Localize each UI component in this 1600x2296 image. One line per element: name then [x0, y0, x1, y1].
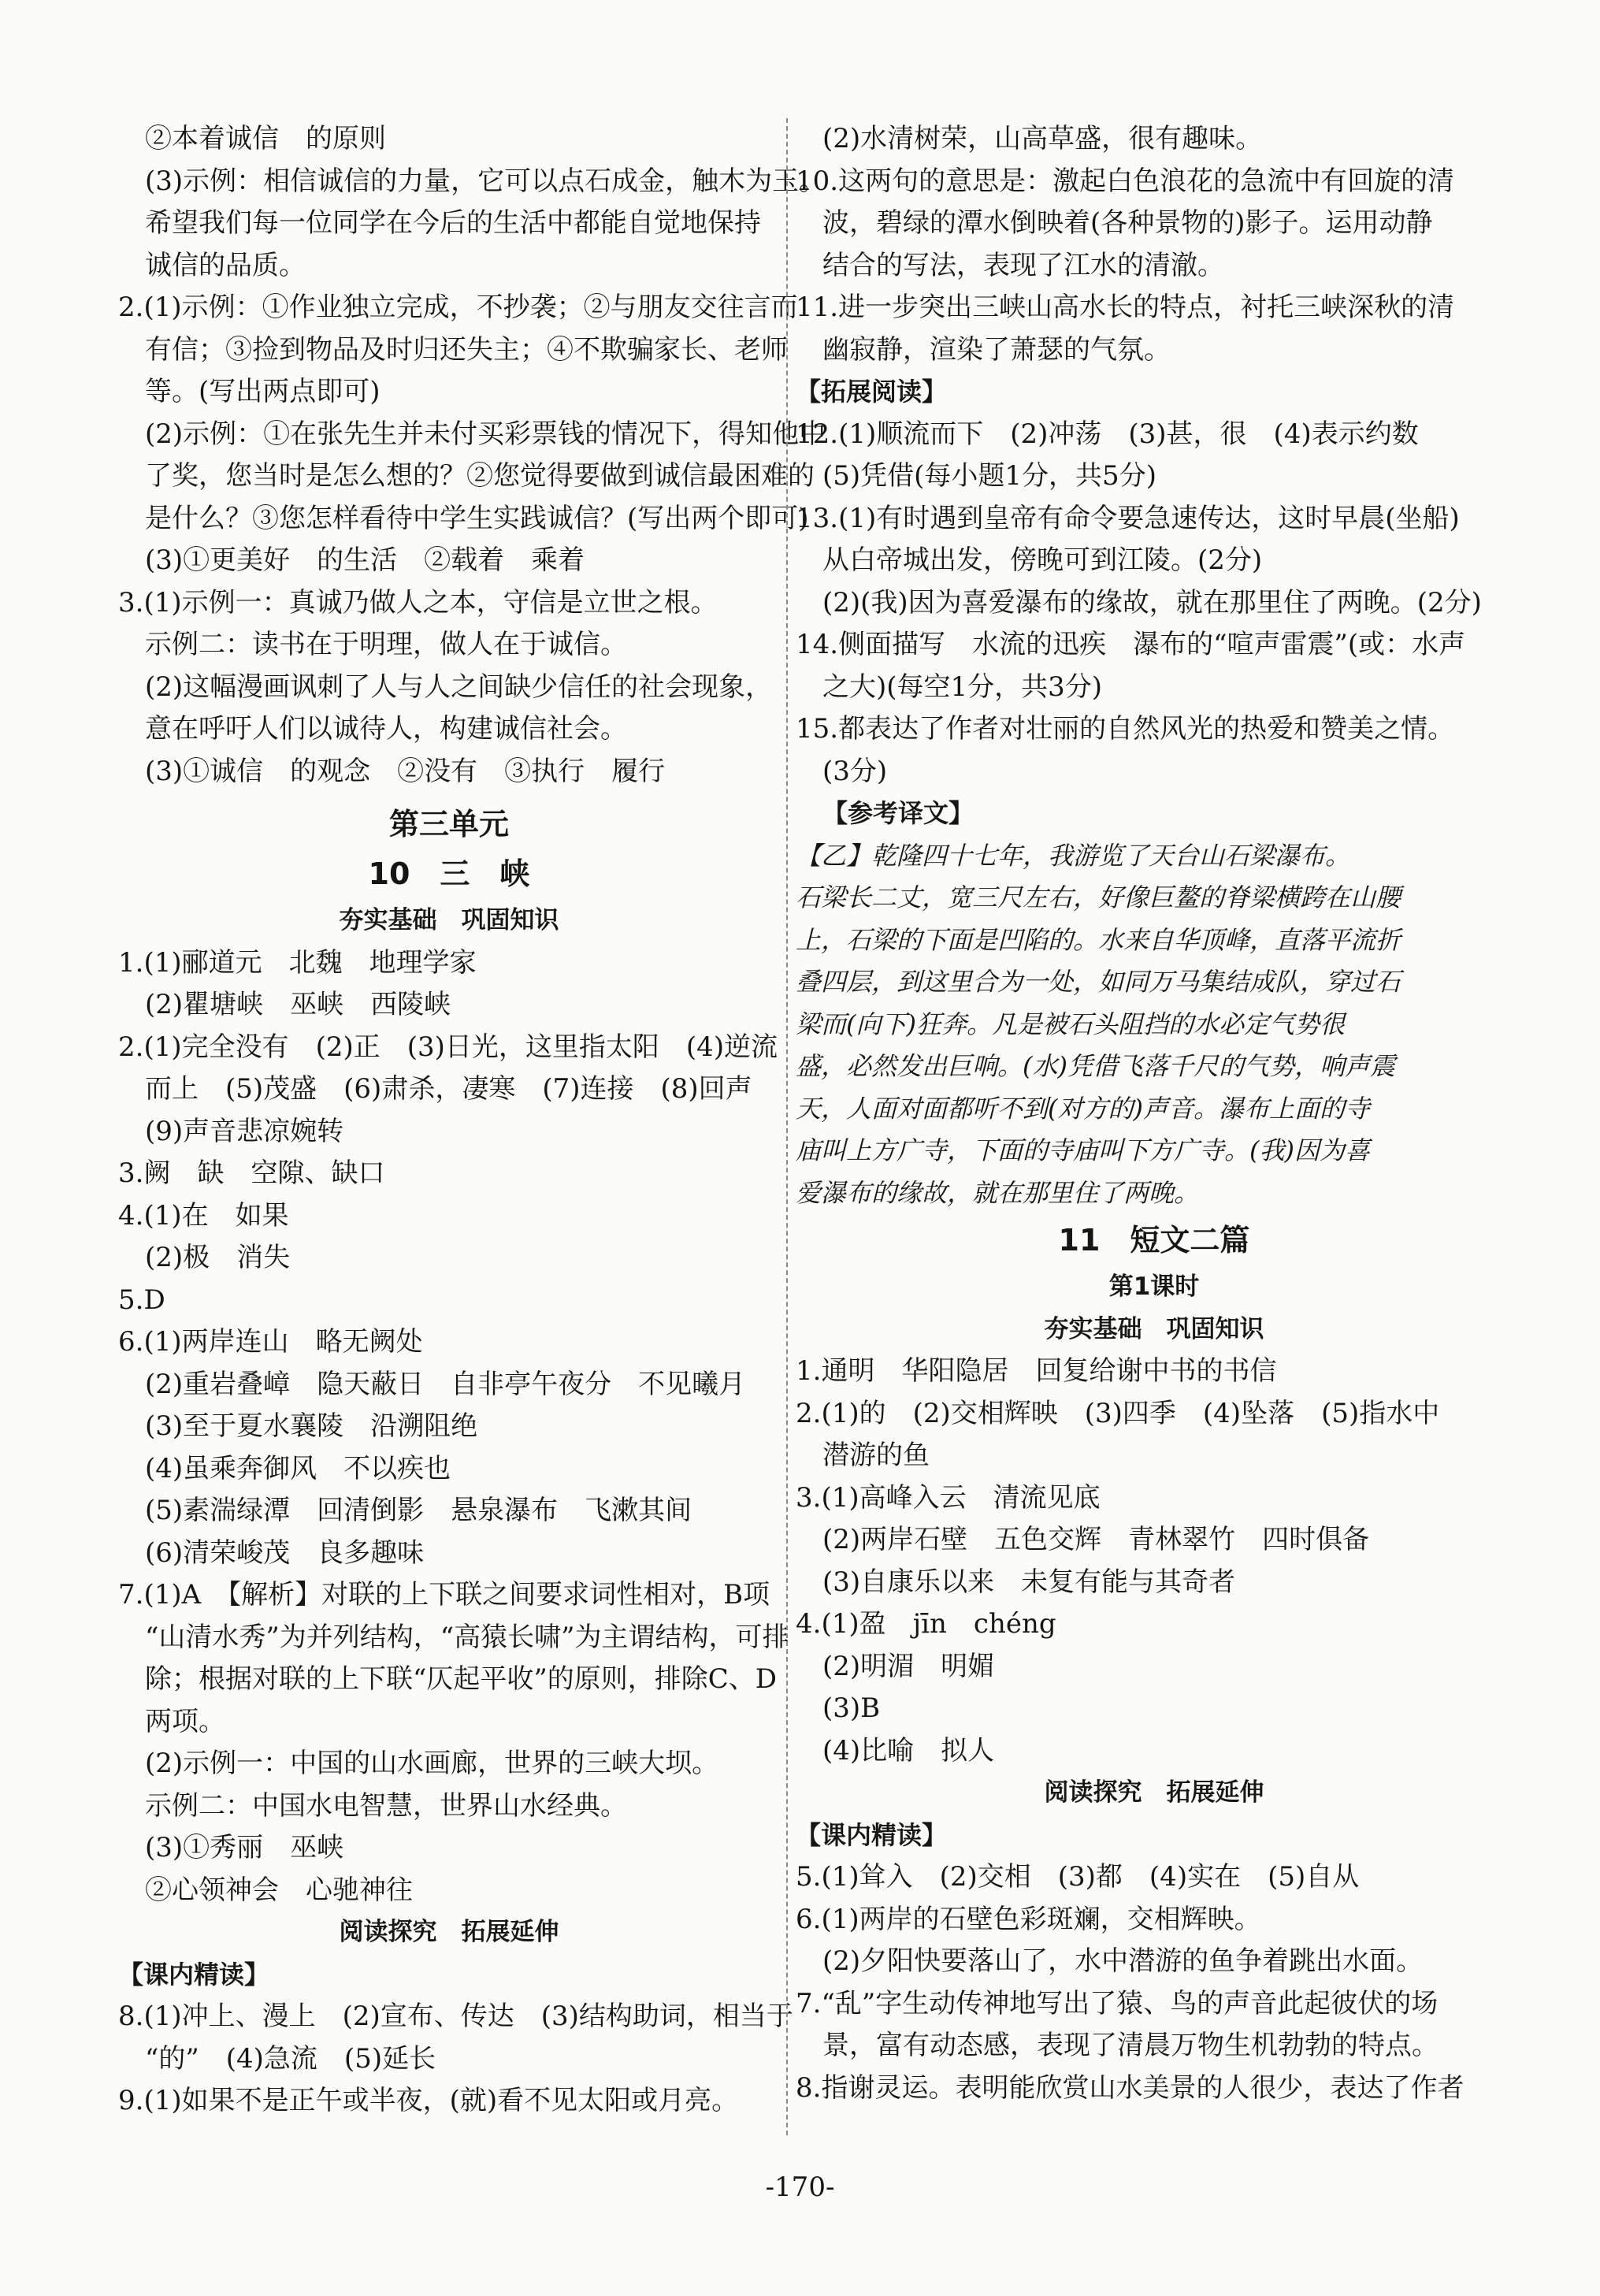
text-line: (2)重岩叠嶂 隐天蔽日 自非亭午夜分 不见曦月 — [145, 1368, 746, 1400]
text-line: 4.(1)在 如果 — [118, 1199, 289, 1232]
section-tag: 【拓展阅读】 — [796, 377, 948, 407]
page-number: -170- — [765, 2172, 835, 2203]
text-line: 意在呼吁人们以诚待人，构建诚信社会。 — [145, 713, 627, 745]
text-line: (2)示例一：中国的山水画廊，世界的三峡大坝。 — [145, 1748, 719, 1779]
section-heading: 阅读探究 拓展延伸 — [339, 1918, 559, 1946]
text-line: (5)素湍绿潭 回清倒影 悬泉瀑布 飞漱其间 — [145, 1495, 692, 1526]
text-line: (3)自康乐以来 未复有能与其奇者 — [822, 1566, 1236, 1598]
text-line: (2)两岸石壁 五色交辉 青林翠竹 四时俱备 — [822, 1524, 1370, 1555]
text-line: 潜游的鱼 — [822, 1440, 930, 1471]
unit-heading: 第三单元 — [388, 807, 509, 841]
text-line: 除；根据对联的上下联“仄起平收”的原则，排除C、D — [145, 1663, 778, 1695]
text-line: (2)夕阳快要落山了，水中潜游的鱼争着跳出水面。 — [822, 1945, 1424, 1977]
text-line: 希望我们每一位同学在今后的生活中都能自觉地保持 — [145, 207, 761, 239]
translation-line: 爱瀑布的缘故，就在那里住了两晚。 — [796, 1177, 1200, 1208]
text-line: 5.D — [118, 1284, 165, 1316]
left-column — [118, 118, 826, 2123]
text-line: ②心领神会 心驰神往 — [145, 1874, 413, 1906]
section-tag: 【课内精读】 — [118, 1959, 270, 1989]
text-line: “山清水秀”为并列结构，“高猿长啸”为主谓结构，可排 — [145, 1621, 789, 1653]
section-heading: 阅读探究 拓展延伸 — [1044, 1778, 1264, 1807]
text-line: 而上 (5)茂盛 (6)肃杀，凄寒 (7)连接 (8)回声 — [145, 1073, 752, 1105]
translation-line: 盛，必然发出巨响。(水)凭借飞落千尺的气势，响声震 — [796, 1051, 1395, 1081]
text-line: 3.(1)示例一：真诚乃做人之本，守信是立世之根。 — [118, 586, 718, 619]
text-line: 3.(1)高峰入云 清流见底 — [796, 1481, 1101, 1514]
text-line: (4)虽乘奔御风 不以疾也 — [145, 1452, 451, 1484]
text-line: 7.(1)A 【解析】对联的上下联之间要求词性相对，B项 — [118, 1579, 770, 1611]
translation-line: 上，石梁的下面是凹陷的。水来自华顶峰，直落平流折 — [796, 924, 1401, 955]
text-line: 两项。 — [145, 1705, 225, 1737]
translation-line: 叠四层，到这里合为一处，如同万马集结成队，穿过石 — [796, 967, 1401, 997]
text-line: 是什么？③您怎样看待中学生实践诚信？(写出两个即可) — [145, 502, 809, 534]
text-line: 景，富有动态感，表现了清晨万物生机勃勃的特点。 — [822, 2030, 1439, 2061]
translation-line: 石梁长二丈，宽三尺左右，好像巨鳌的脊梁横跨在山腰 — [796, 882, 1401, 912]
lesson-title: 10 三 峡 — [368, 856, 530, 891]
text-line: (4)比喻 拟人 — [822, 1734, 995, 1767]
text-line: (3)B — [822, 1692, 881, 1724]
text-line: 14.侧面描写 水流的迅疾 瀑布的“喧声雷震”(或：水声 — [796, 629, 1466, 660]
text-line: (9)声音悲凉婉转 — [145, 1115, 344, 1147]
text-line: (6)清荣峻茂 良多趣味 — [145, 1536, 425, 1569]
text-line: 13.(1)有时遇到皇帝有命令要急速传达，这时早晨(坐船) — [796, 502, 1460, 534]
text-line: (3)示例：相信诚信的力量，它可以点石成金，触木为玉。 — [145, 165, 826, 197]
text-line: (2)明湄 明媚 — [822, 1650, 995, 1682]
text-line: (3)①秀丽 巫峡 — [145, 1832, 344, 1863]
text-line: 6.(1)两岸的石壁色彩斑斓，交相辉映。 — [796, 1903, 1261, 1935]
section-heading: 第1课时 — [1108, 1272, 1200, 1301]
text-line: 11.进一步突出三峡山高水长的特点，衬托三峡深秋的清 — [796, 292, 1455, 323]
text-line: 15.都表达了作者对壮丽的自然风光的热爱和赞美之情。 — [796, 713, 1455, 745]
text-line: (3分) — [822, 755, 888, 787]
section-tag: 【课内精读】 — [796, 1819, 948, 1850]
translation-line: 天，人面对面都听不到(对方的)声音。瀑布上面的寺 — [796, 1093, 1370, 1124]
text-line: (3)①更美好 的生活 ②载着 乘着 — [145, 544, 585, 576]
text-line: 之大)(每空1分，共3分) — [822, 671, 1103, 703]
text-line: 2.(1)的 (2)交相辉映 (3)四季 (4)坠落 (5)指水中 — [796, 1397, 1440, 1429]
text-line: 8.(1)冲上、漫上 (2)宣布、传达 (3)结构助词，相当于 — [118, 2001, 793, 2032]
text-line: 示例二：读书在于明理，做人在于诚信。 — [145, 629, 627, 660]
text-line: 1.(1)郦道元 北魏 地理学家 — [118, 946, 477, 979]
text-line: 2.(1)完全没有 (2)正 (3)日光，这里指太阳 (4)逆流 — [118, 1031, 778, 1063]
translation-line: 梁而(向下)狂奔。凡是被石头阻挡的水必定气势很 — [796, 1009, 1345, 1039]
text-line: “的” (4)急流 (5)延长 — [145, 2042, 436, 2075]
text-line: ②本着诚信 的原则 — [145, 123, 386, 154]
text-line: 幽寂静，渲染了萧瑟的气氛。 — [822, 333, 1171, 366]
text-line: (2)这幅漫画讽刺了人与人之间缺少信任的社会现象， — [145, 671, 773, 703]
text-line: (3)至于夏水襄陵 沿溯阻绝 — [145, 1410, 478, 1442]
text-line: 等。(写出两点即可) — [145, 376, 381, 407]
text-line: 10.这两句的意思是：激起白色浪花的急流中有回旋的清 — [796, 165, 1455, 197]
text-line: 有信；③捡到物品及时归还失主；④不欺骗家长、老师 — [145, 333, 788, 366]
translation-line: 【乙】乾隆四十七年，我游览了天台山石梁瀑布。 — [796, 840, 1351, 871]
section-tag: 【参考译文】 — [822, 798, 974, 828]
text-line: 波，碧绿的潭水倒映着(各种景物的)影子。运用动静 — [822, 207, 1433, 239]
text-line: (2)瞿塘峡 巫峡 西陵峡 — [145, 989, 451, 1020]
section-heading: 夯实基础 巩固知识 — [339, 906, 559, 934]
text-line: 示例二：中国水电智慧，世界山水经典。 — [145, 1789, 627, 1822]
text-line: 4.(1)盈 jīn chéng — [796, 1608, 1056, 1640]
section-heading: 夯实基础 巩固知识 — [1044, 1314, 1264, 1343]
text-line: (5)凭借(每小题1分，共5分) — [822, 460, 1156, 492]
text-line: (2)(我)因为喜爱瀑布的缘故，就在那里住了两晚。(2分) — [822, 586, 1482, 619]
text-line: 3.阙 缺 空隙、缺口 — [118, 1157, 385, 1189]
text-line: (2)水清树荣，山高草盛，很有趣味。 — [822, 123, 1263, 154]
right-column — [796, 118, 1513, 2109]
text-line: 2.(1)示例：①作业独立完成，不抄袭；②与朋友交往言而 — [118, 292, 798, 323]
text-line: 6.(1)两岸连山 略无阙处 — [118, 1326, 423, 1358]
text-line: 结合的写法，表现了江水的清澈。 — [822, 249, 1224, 281]
text-line: 从白帝城出发，傍晚可到江陵。(2分) — [822, 544, 1263, 576]
translation-line: 庙叫上方广寺，下面的寺庙叫下方广寺。(我)因为喜 — [796, 1135, 1370, 1165]
text-line: 7.“乱”字生动传神地写出了猿、鸟的声音此起彼伏的场 — [796, 1987, 1439, 2019]
text-line: 诚信的品质。 — [145, 249, 306, 281]
text-line: (2)极 消失 — [145, 1242, 291, 1273]
text-line: 1.通明 华阳隐居 回复给谢中书的书信 — [796, 1355, 1277, 1387]
text-line: (2)示例：①在张先生并未付买彩票钱的情况下，得知他中 — [145, 418, 826, 450]
text-line: 5.(1)耸入 (2)交相 (3)都 (4)实在 (5)自从 — [796, 1861, 1360, 1893]
text-line: 9.(1)如果不是正午或半夜，(就)看不见太阳或月亮。 — [118, 2085, 739, 2116]
lesson-title: 11 短文二篇 — [1058, 1223, 1250, 1258]
text-line: 12.(1)顺流而下 (2)冲荡 (3)甚，很 (4)表示约数 — [796, 418, 1419, 450]
text-line: 8.指谢灵运。表明能欣赏山水美景的人很少，表达了作者 — [796, 2071, 1465, 2104]
column-divider — [786, 118, 788, 2135]
text-line: (3)①诚信 的观念 ②没有 ③执行 履行 — [145, 755, 666, 787]
text-line: 了奖，您当时是怎么想的？②您觉得要做到诚信最困难的 — [145, 460, 815, 492]
